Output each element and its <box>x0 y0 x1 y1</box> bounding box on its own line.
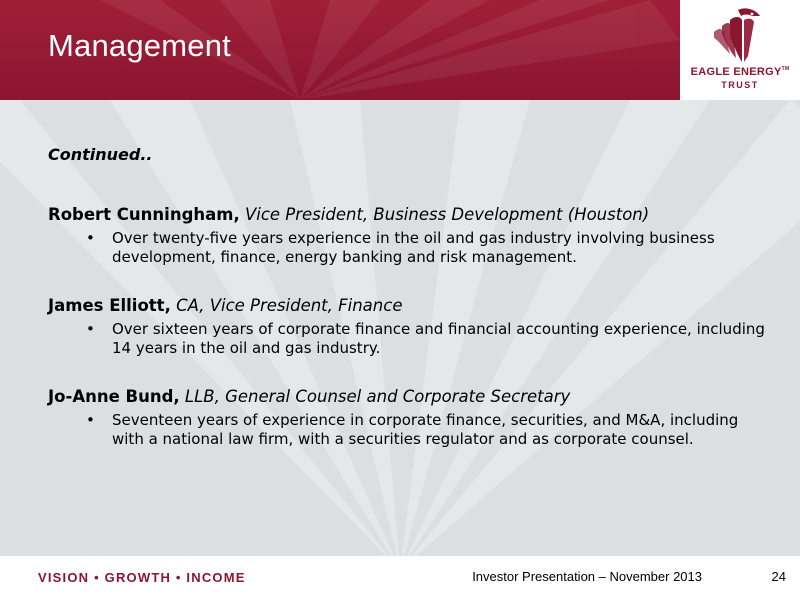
bullet-icon: • <box>86 229 95 247</box>
person-jo-anne-bund <box>48 386 768 449</box>
bullet-list <box>48 229 768 267</box>
logo-trademark: TM <box>781 66 790 72</box>
footer-tagline: VISION • GROWTH • INCOME <box>38 570 246 585</box>
logo-name: EAGLE ENERGY <box>690 66 782 78</box>
eagle-icon <box>708 6 772 66</box>
person-name: Jo-Anne Bund, <box>48 387 180 406</box>
person-james-elliott <box>48 295 768 358</box>
person-name: James Elliott, <box>48 296 171 315</box>
bullet-icon: • <box>86 320 95 338</box>
page-number: 24 <box>771 569 786 584</box>
person-heading <box>48 295 768 317</box>
page-title: Management <box>48 28 231 63</box>
person-title: CA, Vice President, Finance <box>176 296 403 315</box>
bullet-item <box>86 411 768 449</box>
person-heading <box>48 386 768 408</box>
bullet-text: Seventeen years of experience in corporate finance, securities, and M&A, including with a national law firm, with a securities regulator and as corporate counsel. <box>112 411 739 448</box>
person-title: LLB, General Counsel and Corporate Secretary <box>184 387 571 406</box>
footer <box>0 556 800 600</box>
person-title: Vice President, Business Development (Houston) <box>244 205 650 224</box>
bullet-text: Over sixteen years of corporate finance and financial accounting experience, including 14 years in the oil and gas industry. <box>112 320 765 357</box>
bullet-icon: • <box>86 411 95 429</box>
content-area <box>0 100 800 556</box>
management-text <box>48 145 768 477</box>
company-logo <box>680 0 800 100</box>
bullet-list <box>48 411 768 449</box>
logo-subtitle: TRUST <box>721 80 759 90</box>
presentation-name: Investor Presentation – November 2013 <box>472 569 702 584</box>
logo-wordmark <box>680 66 800 78</box>
bullet-list <box>48 320 768 358</box>
person-robert-cunningham <box>48 204 768 267</box>
person-name: Robert Cunningham, <box>48 205 240 224</box>
continued-label: Continued.. <box>48 145 153 164</box>
bullet-text: Over twenty-five years experience in the oil and gas industry involving business development, finance, energy banking and risk management. <box>112 229 715 266</box>
bullet-item <box>86 320 768 358</box>
person-heading <box>48 204 768 226</box>
title-band <box>0 0 680 100</box>
bullet-item <box>86 229 768 267</box>
